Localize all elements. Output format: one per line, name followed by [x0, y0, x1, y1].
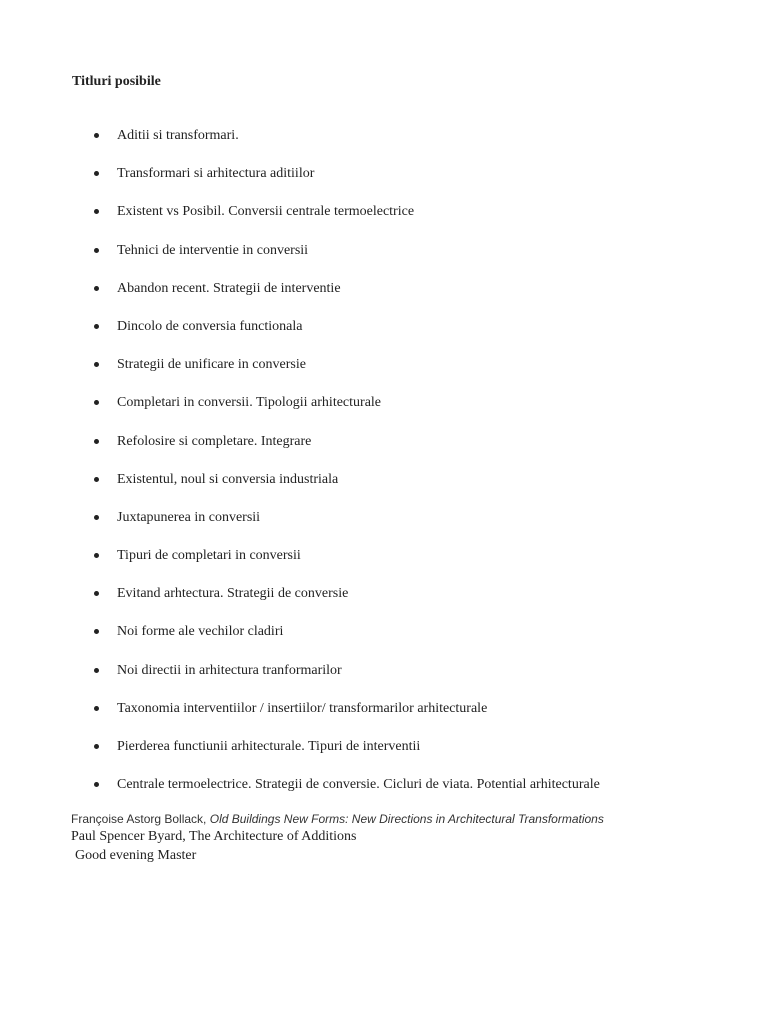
bullet-icon [94, 439, 99, 444]
reference-title: Old Buildings New Forms: New Directions in Architectural Transformations [209, 812, 604, 826]
list-item-text: Centrale termoelectrice. Strategii de conversie. Cicluri de viata. Potential arhitecturale [117, 777, 600, 793]
list-item-text: Strategii de unificare in conversie [117, 357, 306, 373]
bullet-icon [94, 171, 99, 176]
list-item [0, 620, 700, 658]
list-item-text: Abandon recent. Strategii de interventie [117, 280, 341, 296]
bullet-icon [94, 515, 99, 520]
list-item [0, 391, 700, 429]
list-item-text: Completari in conversii. Tipologii arhitecturale [117, 395, 382, 411]
bullet-icon [94, 362, 99, 367]
list-item-text: Dincolo de conversia functionala [117, 318, 303, 334]
list-item-text: Noi forme ale vechilor cladiri [117, 624, 284, 640]
list-item [0, 353, 700, 391]
reference-byard: Paul Spencer Byard, The Architecture of Additions [71, 829, 357, 844]
bullet-icon [94, 744, 99, 749]
list-item [0, 582, 700, 620]
list-item [0, 124, 700, 162]
bullet-icon [94, 782, 99, 787]
list-item [0, 659, 700, 697]
list-item [0, 773, 700, 811]
closing-note: Good evening Master [75, 848, 197, 863]
bullet-icon [94, 668, 99, 673]
list-item-text: Pierderea functiunii arhitecturale. Tipuri de interventii [117, 739, 421, 754]
list-item [0, 735, 700, 773]
bullet-icon [94, 629, 99, 634]
list-item-text: Tehnici de interventie in conversii [117, 242, 309, 258]
list-item [0, 239, 700, 277]
bullet-icon [94, 591, 99, 596]
references [71, 811, 604, 865]
bullet-icon [94, 209, 99, 214]
list-item-text: Noi directii in arhitectura tranformarilor [117, 662, 342, 678]
bullet-icon [94, 133, 99, 138]
list-item [0, 697, 700, 735]
list-item [0, 277, 700, 315]
title-list [0, 124, 700, 811]
list-item [0, 430, 700, 468]
page-title: Titluri posibile [72, 74, 161, 89]
bullet-icon [94, 553, 99, 558]
list-item [0, 162, 700, 200]
list-item [0, 200, 700, 238]
list-item [0, 315, 700, 353]
reference-author: Françoise Astorg Bollack, [71, 812, 210, 826]
list-item-text: Transformari si arhitectura aditiilor [117, 166, 315, 182]
list-item-text: Aditii si transformari. [117, 128, 239, 143]
bullet-icon [94, 248, 99, 253]
bullet-icon [94, 477, 99, 482]
bullet-icon [94, 286, 99, 291]
list-item-text: Existent vs Posibil. Conversii centrale termoelectrice [117, 204, 415, 220]
list-item-text: Existentul, noul si conversia industriala [117, 471, 339, 487]
bullet-icon [94, 706, 99, 711]
bullet-icon [94, 400, 99, 405]
list-item-text: Juxtapunerea in conversii [117, 509, 261, 525]
list-item-text: Refolosire si completare. Integrare [117, 433, 312, 449]
list-item [0, 468, 700, 506]
list-item-text: Tipuri de completari in conversii [117, 548, 301, 564]
list-item-text: Evitand arhtectura. Strategii de conversie [117, 586, 349, 602]
list-item [0, 544, 700, 582]
list-item [0, 506, 700, 544]
reference-bollack [71, 811, 604, 827]
bullet-icon [94, 324, 99, 329]
list-item-text: Taxonomia interventiilor / insertiilor/ transformarilor arhitecturale [117, 700, 488, 716]
